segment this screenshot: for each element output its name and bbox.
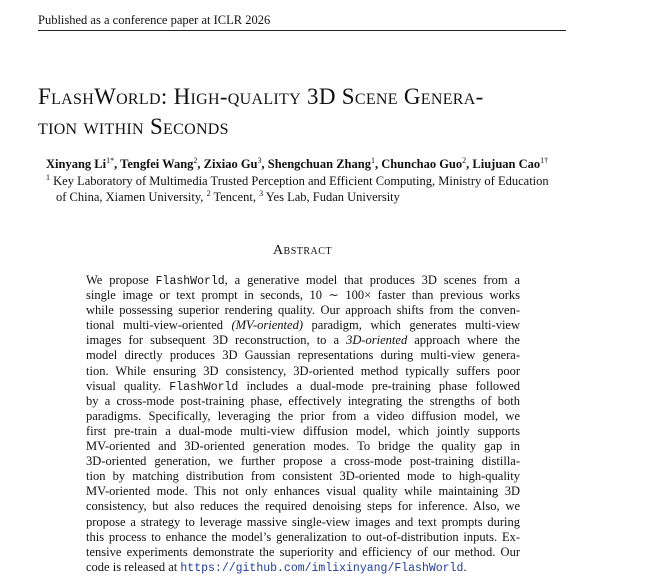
abstract-line: tensive experiments demonstrate the superiority and efficiency of our method. Our <box>86 544 520 559</box>
abstract-body <box>86 273 520 575</box>
abstract-heading: Abstract <box>272 243 333 258</box>
abstract-line: We propose FlashWorld, a generative model that produces 3D scenes from a <box>86 273 521 288</box>
author: Liujuan Cao$^{1\dagger}$ <box>472 156 549 171</box>
paper-title <box>38 82 598 142</box>
affiliations <box>46 173 606 205</box>
running-header: Published as a conference paper at ICLR 2026 <box>38 12 566 31</box>
abstract-line: 3D-oriented generation, we further propose a cross-mode post-training distilla- <box>86 454 520 469</box>
abstract-line: single image or text prompt in seconds, 10 ∼ 100× faster than previous works <box>86 288 520 303</box>
author-list <box>46 156 646 172</box>
model-name: FlashWorld <box>155 275 225 288</box>
author: Tengfei Wang$^2$, <box>120 156 204 171</box>
author: Chunchao Guo$^2$, <box>381 156 473 171</box>
abstract-line: tion by matching distribution from consistent 3D-oriented mode to high-quality <box>86 469 520 484</box>
model-name: FlashWorld <box>169 380 239 394</box>
title-line-2: tion within Seconds <box>38 114 229 139</box>
abstract-line: MV-oriented mode. This not only enhances visual quality while maintaining 3D <box>86 484 520 499</box>
affiliation-line-1: $^1$ Key Laboratory of Multimedia Trusted Perception and Efficient Computing, Ministry of Education <box>46 173 549 188</box>
abstract-line: paradigms. Specifically, leveraging the prior from a video diffusion model, we <box>86 408 520 423</box>
abstract-line: visual quality. FlashWorld includes a dual-mode pre-training phase followed <box>86 378 521 394</box>
abstract-line: this process to enhance the model’s generalization to out-of-distribution inputs. Ex- <box>86 529 520 544</box>
abstract-line: code is released at https://github.com/imlixinyang/FlashWorld. <box>86 559 467 575</box>
abstract-line: images for subsequent 3D reconstruction, to a 3D-oriented approach where the <box>86 333 520 348</box>
author: Xinyang $Li^{1*}$, <box>46 156 121 171</box>
abstract-line: consistency, but also reduces the required denoising steps for inference. Also, we <box>86 499 520 514</box>
abstract-line: propose a strategy to leverage massive single-view images and text prompts during <box>86 514 520 529</box>
title-line-1: FlashWorld: High-quality 3D Scene Genera- <box>38 84 484 109</box>
abstract-line: tion. While ensuring 3D consistency, 3D-oriented method typically suffers poor <box>86 363 520 378</box>
abstract-line: by a cross-mode post-training phase, effectively integrating the strengths of both <box>86 393 520 408</box>
author: Zixiao Gu$^3$, <box>203 156 268 171</box>
abstract-line: first pre-train a dual-mode multi-view diffusion model, which jointly supports <box>86 423 520 438</box>
code-link[interactable]: https://github.com/imlixinyang/FlashWorld <box>180 561 464 575</box>
abstract-line: while possessing superior rendering quality. Our approach shifts from the conven- <box>86 303 520 318</box>
abstract-line: tional multi-view-oriented (MV-oriented) paradigm, which generates multi-view <box>86 318 520 333</box>
abstract-line: model directly produces 3D Gaussian representations during multi-view genera- <box>86 348 520 363</box>
author: Shengchuan Zhang$^1$, <box>267 156 382 171</box>
abstract-line: MV-oriented and 3D-oriented generation modes. To bridge the quality gap in <box>86 439 520 454</box>
affiliation-line-2: of China, Xiamen University, $^2$ Tencent, $^3$ Yes Lab, Fudan University <box>56 189 400 204</box>
